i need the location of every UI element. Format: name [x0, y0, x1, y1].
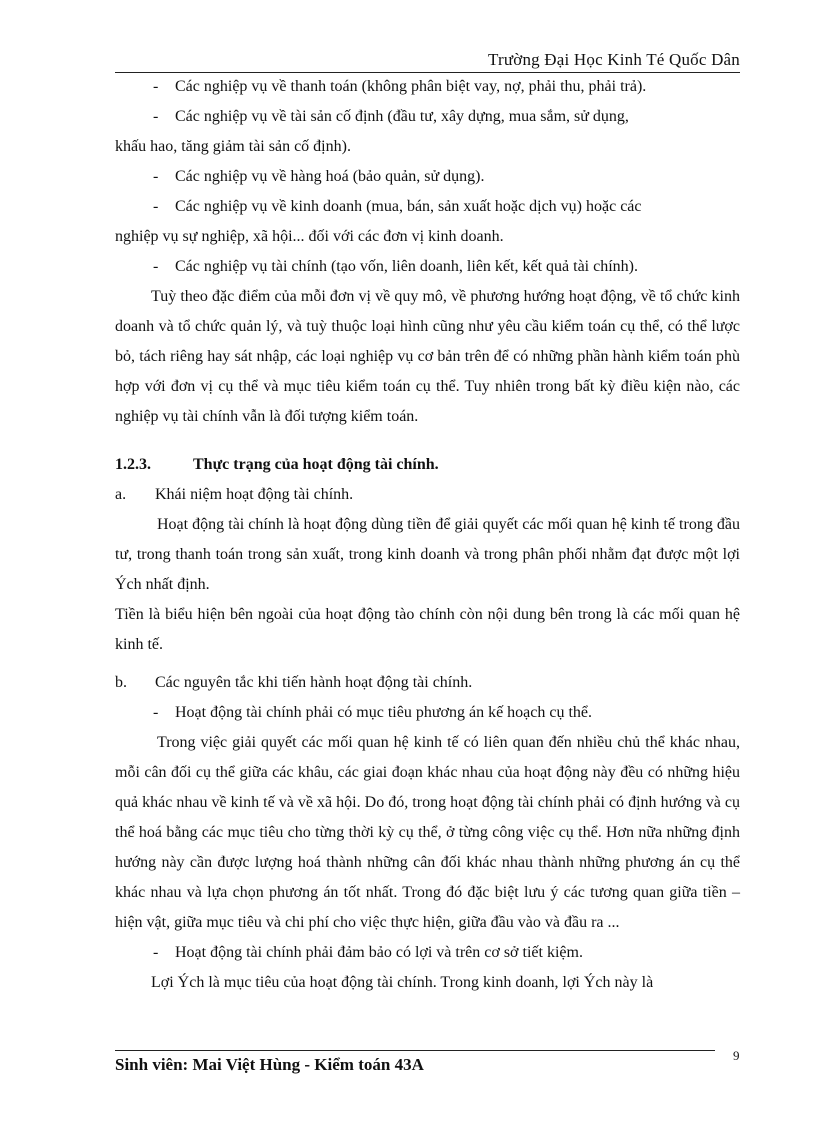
subsection-heading: a. Khái niệm hoạt động tài chính. [115, 486, 354, 503]
paragraph: Tuỳ theo đặc điểm của mỗi đơn vị về quy mô, về phương hướng hoạt động, về tổ chức kinh doanh và tổ chức quản lý, và tuỳ thuộc loại hình cũng như yêu cầu kiểm toán cụ thể, có thể lược bỏ, tách riêng hay sát nhập, các loại nghiệp vụ cơ bản trên để có những phần hành kiểm toán phù hợp với đơn vị cụ thể và mục tiêu kiểm toán cụ thể. Tuy nhiên trong bất kỳ điều kiện nào, các nghiệp vụ tài chính vẫn là đối tượng kiểm toán. [115, 288, 740, 425]
paragraph: Lợi Ých là mục tiêu của hoạt động tài chính. Trong kinh doanh, lợi Ých này là [151, 974, 654, 991]
subsection-heading: b. Các nguyên tắc khi tiến hành hoạt động tài chính. [115, 674, 473, 691]
list-item: - Các nghiệp vụ về thanh toán (không phân biệt vay, nợ, phải thu, phải trả). [153, 78, 647, 95]
paragraph: Tiền là biểu hiện bên ngoài của hoạt động tào chính còn nội dung bên trong là các mối quan hệ kinh tế. [115, 606, 740, 653]
paragraph: Hoạt động tài chính là hoạt động dùng tiền để giải quyết các mối quan hệ kinh tế trong đầu tư, trong thanh toán trong sản xuất, trong kinh doanh và trong phân phối nhằm đạt được một lợi Ých nhất định. [115, 516, 740, 593]
list-item-continuation: khấu hao, tăng giảm tài sản cố định). [115, 138, 351, 155]
list-item: - Các nghiệp vụ tài chính (tạo vốn, liên doanh, liên kết, kết quả tài chính). [153, 258, 638, 275]
list-item: - Các nghiệp vụ về kinh doanh (mua, bán, sản xuất hoặc dịch vụ) hoặc các [153, 198, 642, 215]
list-item: - Hoạt động tài chính phải đảm bảo có lợi và trên cơ sở tiết kiệm. [153, 944, 583, 961]
document-body [115, 72, 740, 998]
list-item: - Các nghiệp vụ về tài sản cố định (đầu tư, xây dựng, mua sắm, sử dụng, [153, 108, 629, 125]
header-school: Trường Đại Học Kinh Té Quốc Dân [488, 50, 740, 69]
footer-divider [115, 1050, 715, 1051]
page-number: 9 [733, 1048, 740, 1063]
section-heading: 1.2.3. Thực trạng của hoạt động tài chính. [115, 456, 439, 473]
list-item: - Các nghiệp vụ về hàng hoá (bảo quản, sử dụng). [153, 168, 485, 185]
paragraph: Trong việc giải quyết các mối quan hệ kinh tế có liên quan đến nhiều chủ thể khác nhau, mỗi cân đối cụ thể giữa các khâu, các giai đoạn khác nhau của hoạt động này đều có những hiệu quả khác nhau về kinh tế và về xã hội. Do đó, trong hoạt động tài chính phải có định hướng và cụ thể hoá bằng các mục tiêu cho từng thời kỳ cụ thể, ở từng công việc cụ thể. Hơn nữa những định hướng này cần được lượng hoá thành những cân đối khác nhau thành những phương án cụ thể khác nhau và lựa chọn phương án tốt nhất. Trong đó đặc biệt lưu ý các tương quan giữa tiền – hiện vật, giữa mục tiêu và chi phí cho việc thực hiện, giữa đầu vào và đầu ra ... [115, 734, 740, 931]
list-item: - Hoạt động tài chính phải có mục tiêu phương án kế hoạch cụ thể. [153, 704, 593, 721]
list-item-continuation: nghiệp vụ sự nghiệp, xã hội... đối với các đơn vị kinh doanh. [115, 228, 504, 245]
footer-student: Sinh viên: Mai Việt Hùng - Kiểm toán 43A [115, 1055, 424, 1074]
page-header [115, 50, 740, 70]
